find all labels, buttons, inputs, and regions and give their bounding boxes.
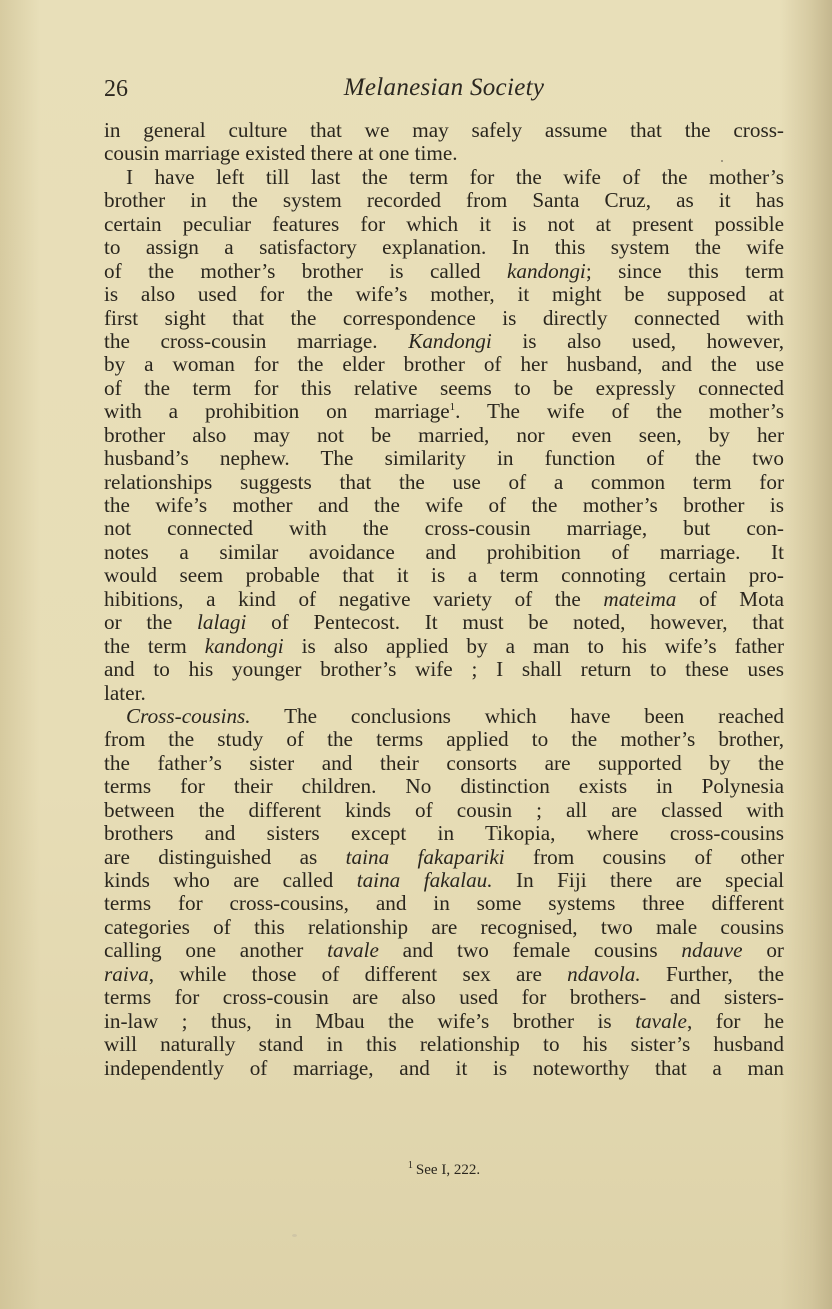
footnote-reference[interactable]: 1 [449,401,456,414]
text-run: In Fiji there are special [492,868,785,892]
text-run: brother in the system recorded from Santa Cruz, as it has [104,188,784,213]
page-header [104,74,784,108]
text-run: first sight that the correspondence is directly connected with [104,305,784,330]
text-line [104,658,784,681]
italic-term: ndauve [681,938,743,963]
italic-term: ndavola. [567,961,641,986]
text-run: of Pentecost. It must be noted, however, that [246,610,784,635]
text-run: of Mota [676,586,785,611]
text-run: in general culture that we may safely assume that the cross- [104,118,784,142]
text-line [104,330,784,353]
text-line [104,400,784,423]
text-run: categories of this relationship are recognised, two male cousins [104,914,784,939]
footnote-marker: 1 [407,1160,413,1171]
text-run: husband’s nephew. The similarity in function of the two [104,446,784,471]
text-line [104,986,784,1009]
italic-term: kandongi [506,258,586,283]
text-run: terms for cross-cousins, and in some systems three different [104,891,784,916]
text-run: between the different kinds of cousin ; all are classed with [104,797,784,822]
text-run: is also used, however, [491,328,784,353]
text-run: from cousins of other [504,844,784,869]
text-run: with a prohibition on marriage [104,399,450,424]
body-text [104,119,784,1080]
text-run: the father’s sister and their consorts are supported by the [104,750,784,775]
text-line [104,682,784,705]
text-run: in-law ; thus, in Mbau the wife’s brother is [104,1008,636,1033]
text-run: and to his younger brother’s wife ; I shall return to these uses [104,657,784,682]
text-run: or the [104,610,197,635]
italic-term: raiva [104,961,149,986]
text-line [104,166,784,189]
text-line [104,775,784,798]
text-run: terms for their children. No distinction exists in Polynesia [104,774,784,799]
text-run: hibitions, a kind of negative variety of the [104,586,604,611]
text-run: the cross-cousin marriage. [104,328,409,353]
footnote [104,1162,784,1179]
text-run: calling one another [104,938,328,963]
text-line [104,213,784,236]
text-run: is also applied by a man to his wife’s father [283,633,785,658]
italic-term: mateima [603,586,677,611]
text-line [104,1010,784,1033]
text-run: from the study of the terms applied to the mother’s brother, [104,727,784,752]
text-run: to assign a satisfactory explanation. In this system the wife [104,235,784,260]
text-run: by a woman for the elder brother of her husband, and the use [104,352,784,377]
text-line [104,424,784,447]
text-run: or [742,938,784,963]
text-line [104,447,784,470]
text-line [104,142,784,165]
text-run: is also used for the wife’s mother, it might be supposed at [104,282,784,307]
text-line [104,260,784,283]
text-line [104,588,784,611]
text-line [104,869,784,892]
text-line [104,517,784,540]
text-line [104,283,784,306]
text-run: I have left till last the term for the wife of the mother’s [126,164,784,189]
text-line [104,916,784,939]
text-run: independently of marriage, and it is noteworthy that a man [104,1055,784,1080]
text-line [104,822,784,845]
text-line [104,1057,784,1080]
text-line [104,541,784,564]
text-run: , while those of different sex are [148,961,568,986]
italic-term: tavale [635,1008,687,1033]
text-run: of the term for this relative seems to be expressly connected [104,375,784,400]
text-line [104,236,784,259]
text-line [104,471,784,494]
text-run: . The wife of the mother’s [455,399,784,424]
text-run: , for he [686,1008,785,1033]
text-run: certain peculiar features for which it is not at present possible [104,211,784,236]
text-line [104,635,784,658]
text-line [104,377,784,400]
text-run: brother also may not be married, nor even seen, by her [104,422,784,447]
text-line [104,799,784,822]
text-run: notes a similar avoidance and prohibition of marriage. It [104,539,784,564]
text-line [104,353,784,376]
page-number: 26 [104,76,128,102]
text-line [104,846,784,869]
footnote-text: See I, 222. [415,1162,481,1178]
text-line [104,119,784,142]
text-run: terms for cross-cousin are also used for brothers- and sisters- [104,985,784,1010]
text-run: Further, the [640,961,784,986]
text-run: are distinguished as [104,844,346,869]
text-run: ; since this term [585,258,784,283]
text-line [104,189,784,212]
text-run: later. [104,680,146,705]
text-run: of the mother’s brother is called [104,258,507,283]
text-run: brothers and sisters except in Tikopia, where cross-cousins [104,821,784,846]
paper-speck [721,160,723,162]
text-line [104,307,784,330]
text-line [104,752,784,775]
text-line [104,939,784,962]
text-run: would seem probable that it is a term connoting certain pro- [104,563,784,588]
text-line [104,611,784,634]
text-run: cousin marriage existed there at one time. [104,141,458,166]
text-run: will naturally stand in this relationship to his sister’s husband [104,1032,784,1057]
text-run: The conclusions which have been reached [250,703,784,728]
section-run-in-heading: Cross-cousins. [126,703,251,728]
text-line [104,564,784,587]
text-line [104,728,784,751]
text-run: and two female cousins [378,938,682,963]
text-run: kinds who are called [104,868,357,892]
text-run: the wife’s mother and the wife of the mother’s brother is [104,493,784,517]
text-line [104,1033,784,1056]
italic-term: kandongi [204,633,284,658]
italic-term: taina fakalau. [356,868,493,892]
text-line [104,705,784,728]
italic-term: lalagi [196,610,247,635]
running-title: Melanesian Society [343,74,545,101]
italic-term: tavale [327,938,379,963]
italic-term: taina fakapariki [345,844,505,869]
text-line [104,494,784,517]
text-run: not connected with the cross-cousin marriage, but con- [104,516,784,541]
paper-speck [292,1234,297,1237]
text-run: the term [104,633,205,658]
text-run: relationships suggests that the use of a common term for [104,469,784,494]
italic-term: Kandongi [408,328,492,353]
text-line [104,963,784,986]
text-line [104,892,784,915]
